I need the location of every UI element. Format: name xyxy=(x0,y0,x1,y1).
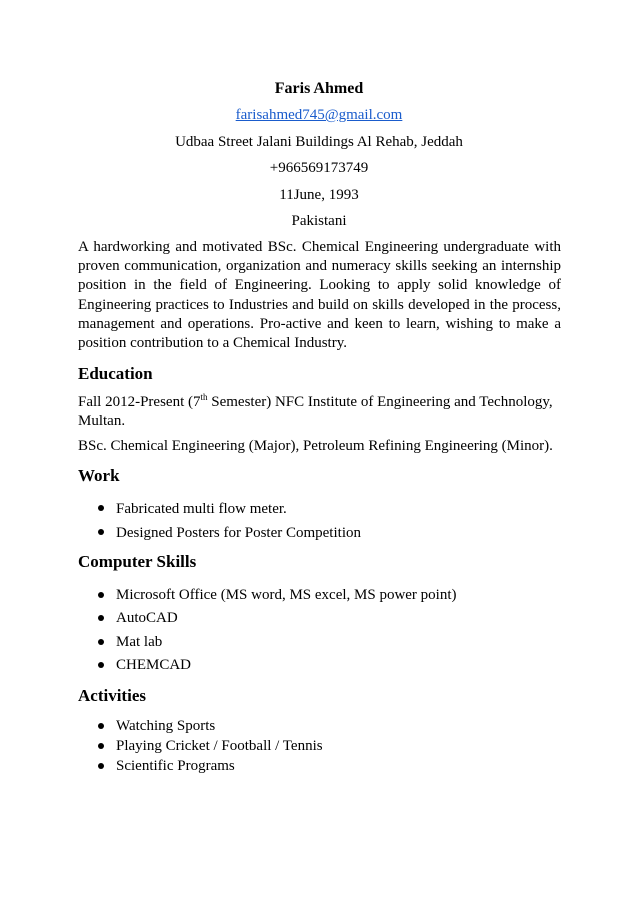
summary-paragraph: A hardworking and motivated BSc. Chemical Engineering undergraduate with proven communication, organization and numeracy skills seeking an internship position in the field of Engineering. Looking to apply solid knowledge of Engineering practices to Industries and build on skills developed in the process, management and operations. Pro-active and keen to learn, wishing to make a position contribution to a Chemical Industry. xyxy=(78,239,561,352)
education-entry xyxy=(78,393,561,431)
phone-number: +966569173749 xyxy=(269,160,369,176)
list-item xyxy=(98,756,323,776)
address: Udbaa Street Jalani Buildings Al Rehab, Jeddah xyxy=(175,134,463,150)
email-link[interactable]: farisahmed745@gmail.com xyxy=(235,107,403,123)
education-entry-start: Fall 2012-Present (7 xyxy=(78,394,201,410)
bullet-icon xyxy=(98,743,104,749)
list-item xyxy=(98,736,323,756)
education-heading: Education xyxy=(78,364,153,383)
date-of-birth: 11June, 1993 xyxy=(279,187,359,203)
work-heading: Work xyxy=(78,466,120,485)
list-item xyxy=(98,607,457,630)
skill-item-text: Mat lab xyxy=(116,633,163,650)
bullet-icon xyxy=(98,662,104,668)
bullet-icon xyxy=(98,615,104,621)
list-item xyxy=(98,584,457,607)
work-list xyxy=(98,497,361,545)
education-entry-rest: Semester) NFC Institute of Engineering and Technology, Multan. xyxy=(78,394,553,429)
activity-item-text: Scientific Programs xyxy=(116,758,235,774)
candidate-name: Faris Ahmed xyxy=(274,80,364,97)
education-entry-ordinal: th xyxy=(200,392,208,402)
list-item xyxy=(98,631,457,654)
work-item-text: Fabricated multi flow meter. xyxy=(116,501,287,517)
activity-item-text: Playing Cricket / Football / Tennis xyxy=(116,738,323,754)
nationality: Pakistani xyxy=(291,213,347,229)
bullet-icon xyxy=(98,763,104,769)
bullet-icon xyxy=(98,592,104,598)
work-item-text: Designed Posters for Poster Competition xyxy=(116,525,361,541)
bullet-icon xyxy=(98,505,104,511)
list-item xyxy=(98,654,457,677)
computer-skills-heading: Computer Skills xyxy=(78,552,197,571)
bullet-icon xyxy=(98,529,104,535)
list-item xyxy=(98,716,323,736)
list-item xyxy=(98,497,361,521)
activity-item-text: Watching Sports xyxy=(116,718,216,734)
skill-item-text: AutoCAD xyxy=(116,610,178,627)
list-item xyxy=(98,521,361,545)
activities-heading: Activities xyxy=(78,686,146,705)
bullet-icon xyxy=(98,639,104,645)
bullet-icon xyxy=(98,723,104,729)
activities-list xyxy=(98,716,323,776)
skills-list xyxy=(98,584,457,677)
degree-line: BSc. Chemical Engineering (Major), Petroleum Refining Engineering (Minor). xyxy=(78,438,553,454)
skill-item-text: Microsoft Office (MS word, MS excel, MS power point) xyxy=(116,587,457,603)
skill-item-text: CHEMCAD xyxy=(116,656,192,673)
